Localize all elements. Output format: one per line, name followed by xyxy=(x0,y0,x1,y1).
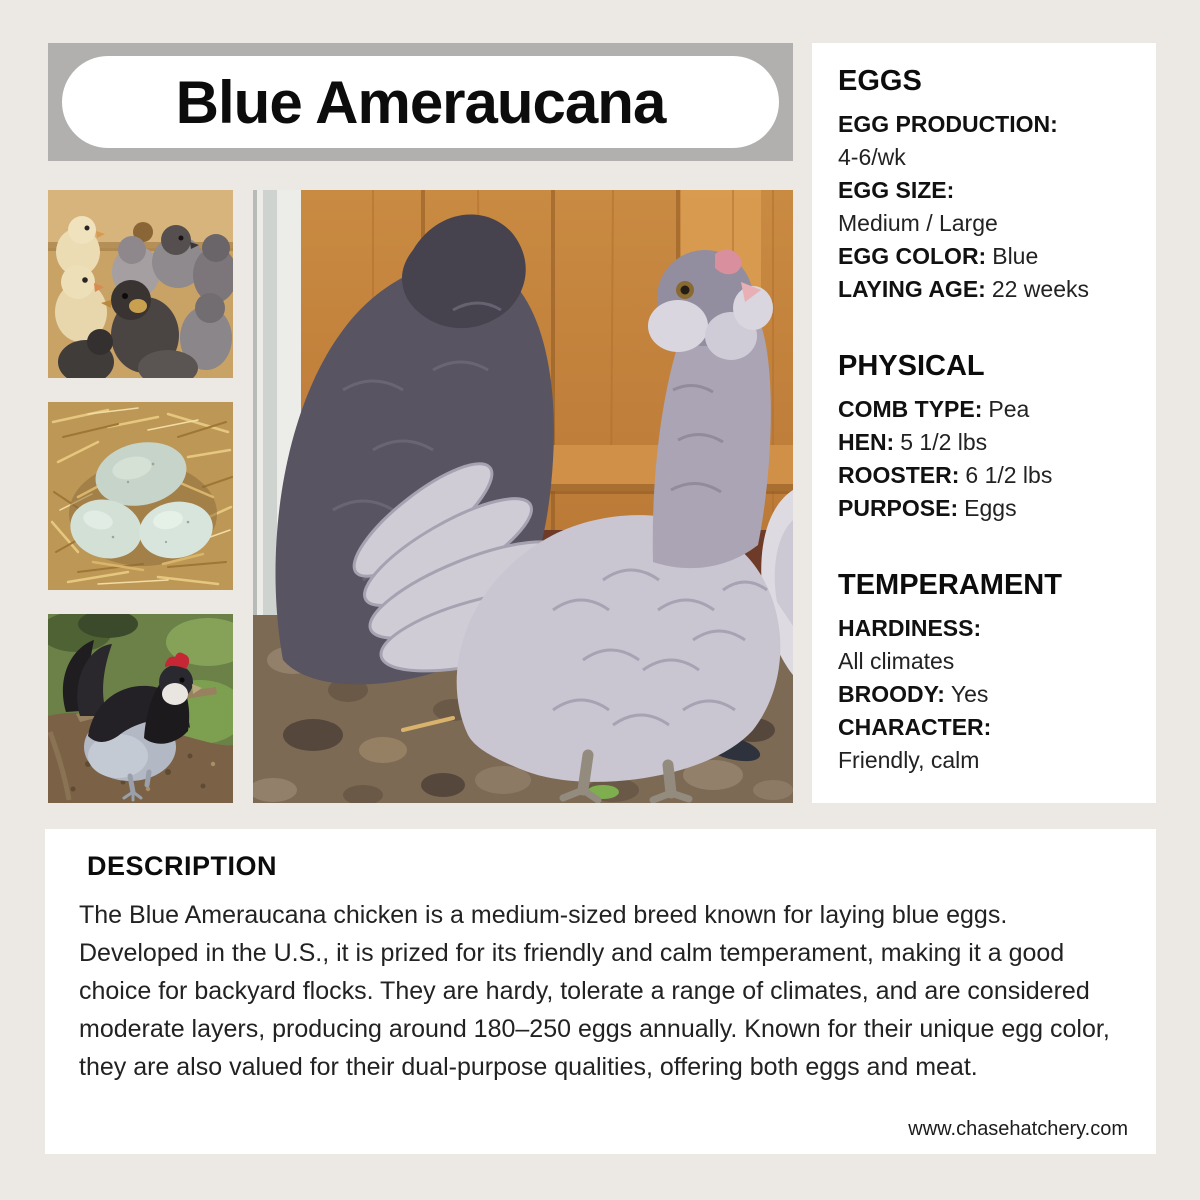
hardiness-value: All climates xyxy=(838,648,955,674)
egg-production-label: EGG PRODUCTION: xyxy=(838,111,1058,137)
blue-eggs-photo xyxy=(48,402,233,590)
info-panel xyxy=(812,43,1156,803)
section-eggs xyxy=(838,65,1140,306)
rooster-photo xyxy=(48,614,233,803)
purpose-row: PURPOSE: Eggs xyxy=(838,495,1017,521)
section-temperament xyxy=(838,569,1140,777)
main-photo-illustration xyxy=(253,190,793,803)
description-text: The Blue Ameraucana chicken is a medium-sized breed known for laying blue eggs. Developed in the U.S., it is prized for its friendly and calm temperament, making it a good choice for backyard flocks. They are hardy, tolerate a range of climates, and are considered moderate layers, producing around 180–250 eggs annually. Known for their unique egg color, they are also valued for their dual-purpose qualities, offering both eggs and meat. xyxy=(79,901,1110,1081)
section-temperament-heading: TEMPERAMENT xyxy=(838,569,1062,601)
description-heading: DESCRIPTION xyxy=(87,851,278,881)
egg-color-row: EGG COLOR: Blue xyxy=(838,243,1039,269)
section-physical xyxy=(838,350,1140,525)
title-pill xyxy=(62,56,779,148)
comb-type-row: COMB TYPE: Pea xyxy=(838,396,1030,422)
page-title: Blue Ameraucana xyxy=(175,68,666,136)
egg-size-label: EGG SIZE: xyxy=(838,177,955,203)
egg-production-value: 4-6/wk xyxy=(838,144,906,170)
section-physical-heading: PHYSICAL xyxy=(838,350,985,382)
character-label: CHARACTER: xyxy=(838,714,992,740)
character-value: Friendly, calm xyxy=(838,747,980,773)
rooster-weight-row: ROOSTER: 6 1/2 lbs xyxy=(838,462,1053,488)
description-panel xyxy=(45,829,1156,1154)
chicks-photo xyxy=(48,190,233,378)
hen-weight-row: HEN: 5 1/2 lbs xyxy=(838,429,988,455)
rooster-photo-illustration xyxy=(48,614,233,803)
section-eggs-heading: EGGS xyxy=(838,65,922,97)
chicks-photo-illustration xyxy=(48,190,233,378)
title-banner xyxy=(48,43,793,161)
broody-row: BROODY: Yes xyxy=(838,681,989,707)
hardiness-label: HARDINESS: xyxy=(838,615,982,641)
laying-age-row: LAYING AGE: 22 weeks xyxy=(838,276,1089,302)
eggs-photo-illustration xyxy=(48,402,233,590)
main-photo xyxy=(253,190,793,803)
website-url: www.chasehatchery.com xyxy=(908,1118,1128,1140)
egg-size-value: Medium / Large xyxy=(838,210,998,236)
